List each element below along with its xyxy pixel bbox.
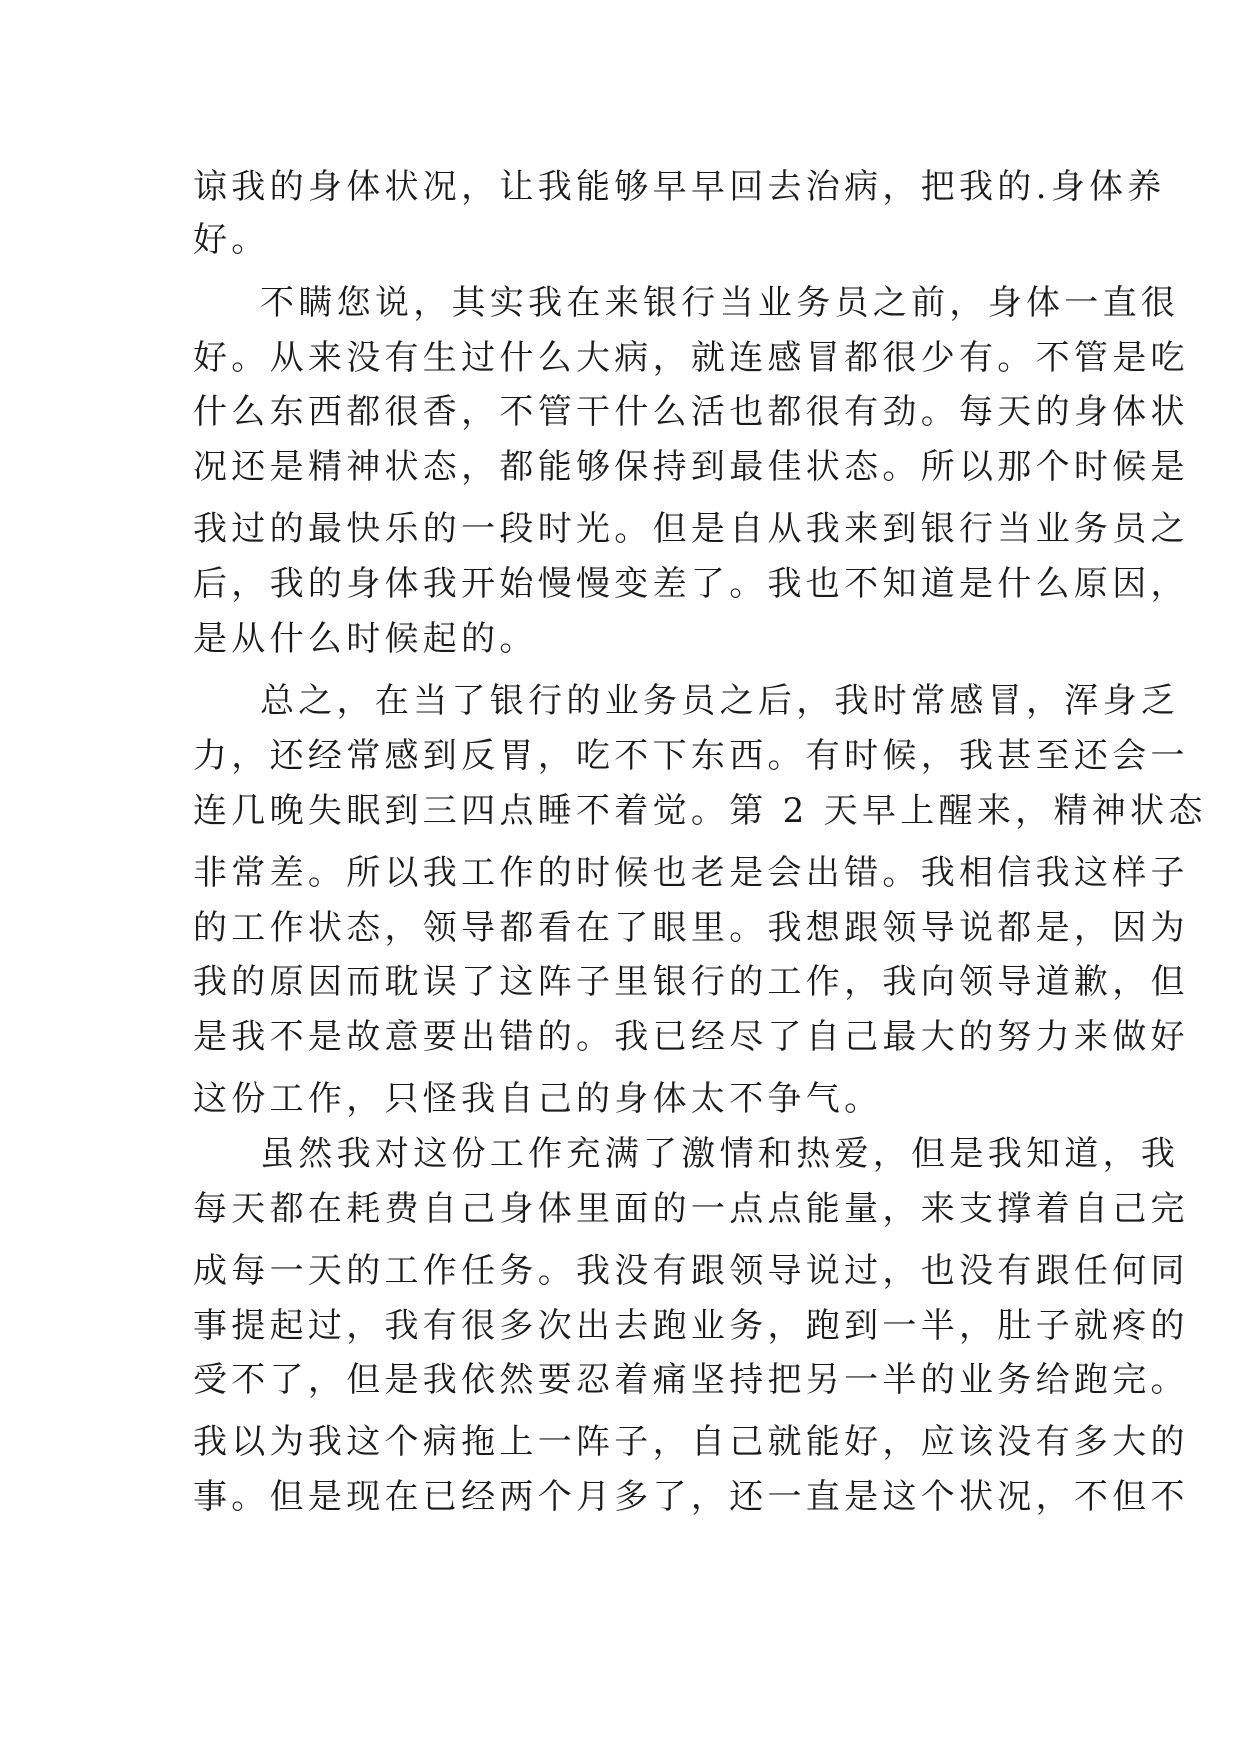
text-line-19: 每天都在耗费自己身体里面的一点点能量，来支撑着自己完 [193,1189,1189,1229]
text-line-22: 受不了，但是我依然要忍着痛坚持把另一半的业务给跑完。 [193,1360,1189,1400]
text-line-12: 连几晚失眠到三四点睡不着觉。第 2 天早上醒来，精神状态 [193,791,1207,831]
text-line-8: 后，我的身体我开始慢慢变差了。我也不知道是什么原因， [193,564,1189,604]
text-line-21: 事提起过，我有很多次出去跑业务，跑到一半，肚子就疼的 [193,1306,1189,1346]
paragraph-3-line-1: 总之，在当了银行的业务员之后，我时常感冒，浑身乏 [260,681,1180,721]
text-line-24: 事。但是现在已经两个月多了，还一直是这个状况，不但不 [193,1477,1189,1517]
text-line-9: 是从什么时候起的。 [193,619,538,659]
text-line-15: 我的原因而耽误了这阵子里银行的工作，我向领导道歉，但 [193,962,1189,1002]
text-line-14: 的工作状态，领导都看在了眼里。我想跟领导说都是，因为 [193,908,1189,948]
text-line-23: 我以为我这个病拖上一阵子，自己就能好，应该没有多大的 [193,1422,1189,1462]
text-line-2: 好。 [193,220,270,260]
text-line-11: 力，还经常感到反胃，吃不下东西。有时候，我甚至还会一 [193,736,1189,776]
text-line-6: 况还是精神状态，都能够保持到最佳状态。所以那个时候是 [193,447,1189,487]
text-line-16: 是我不是故意要出错的。我已经尽了自己最大的努力来做好 [193,1017,1189,1057]
text-line-1: 谅我的身体状况，让我能够早早回去治病，把我的.身体养 [193,167,1166,207]
text-line-13: 非常差。所以我工作的时候也老是会出错。我相信我这样子 [193,853,1189,893]
text-line-5: 什么东西都很香，不管干什么活也都很有劲。每天的身体状 [193,392,1189,432]
paragraph-2-line-1: 不瞒您说，其实我在来银行当业务员之前，身体一直很 [260,283,1180,323]
text-line-17: 这份工作，只怪我自己的身体太不争气。 [193,1079,883,1119]
text-line-20: 成每一天的工作任务。我没有跟领导说过，也没有跟任何同 [193,1251,1189,1291]
text-line-4: 好。从来没有生过什么大病，就连感冒都很少有。不管是吃 [193,338,1189,378]
paragraph-4-line-1: 虽然我对这份工作充满了激情和热爱，但是我知道，我 [260,1134,1180,1174]
text-line-7: 我过的最快乐的一段时光。但是自从我来到银行当业务员之 [193,509,1189,549]
